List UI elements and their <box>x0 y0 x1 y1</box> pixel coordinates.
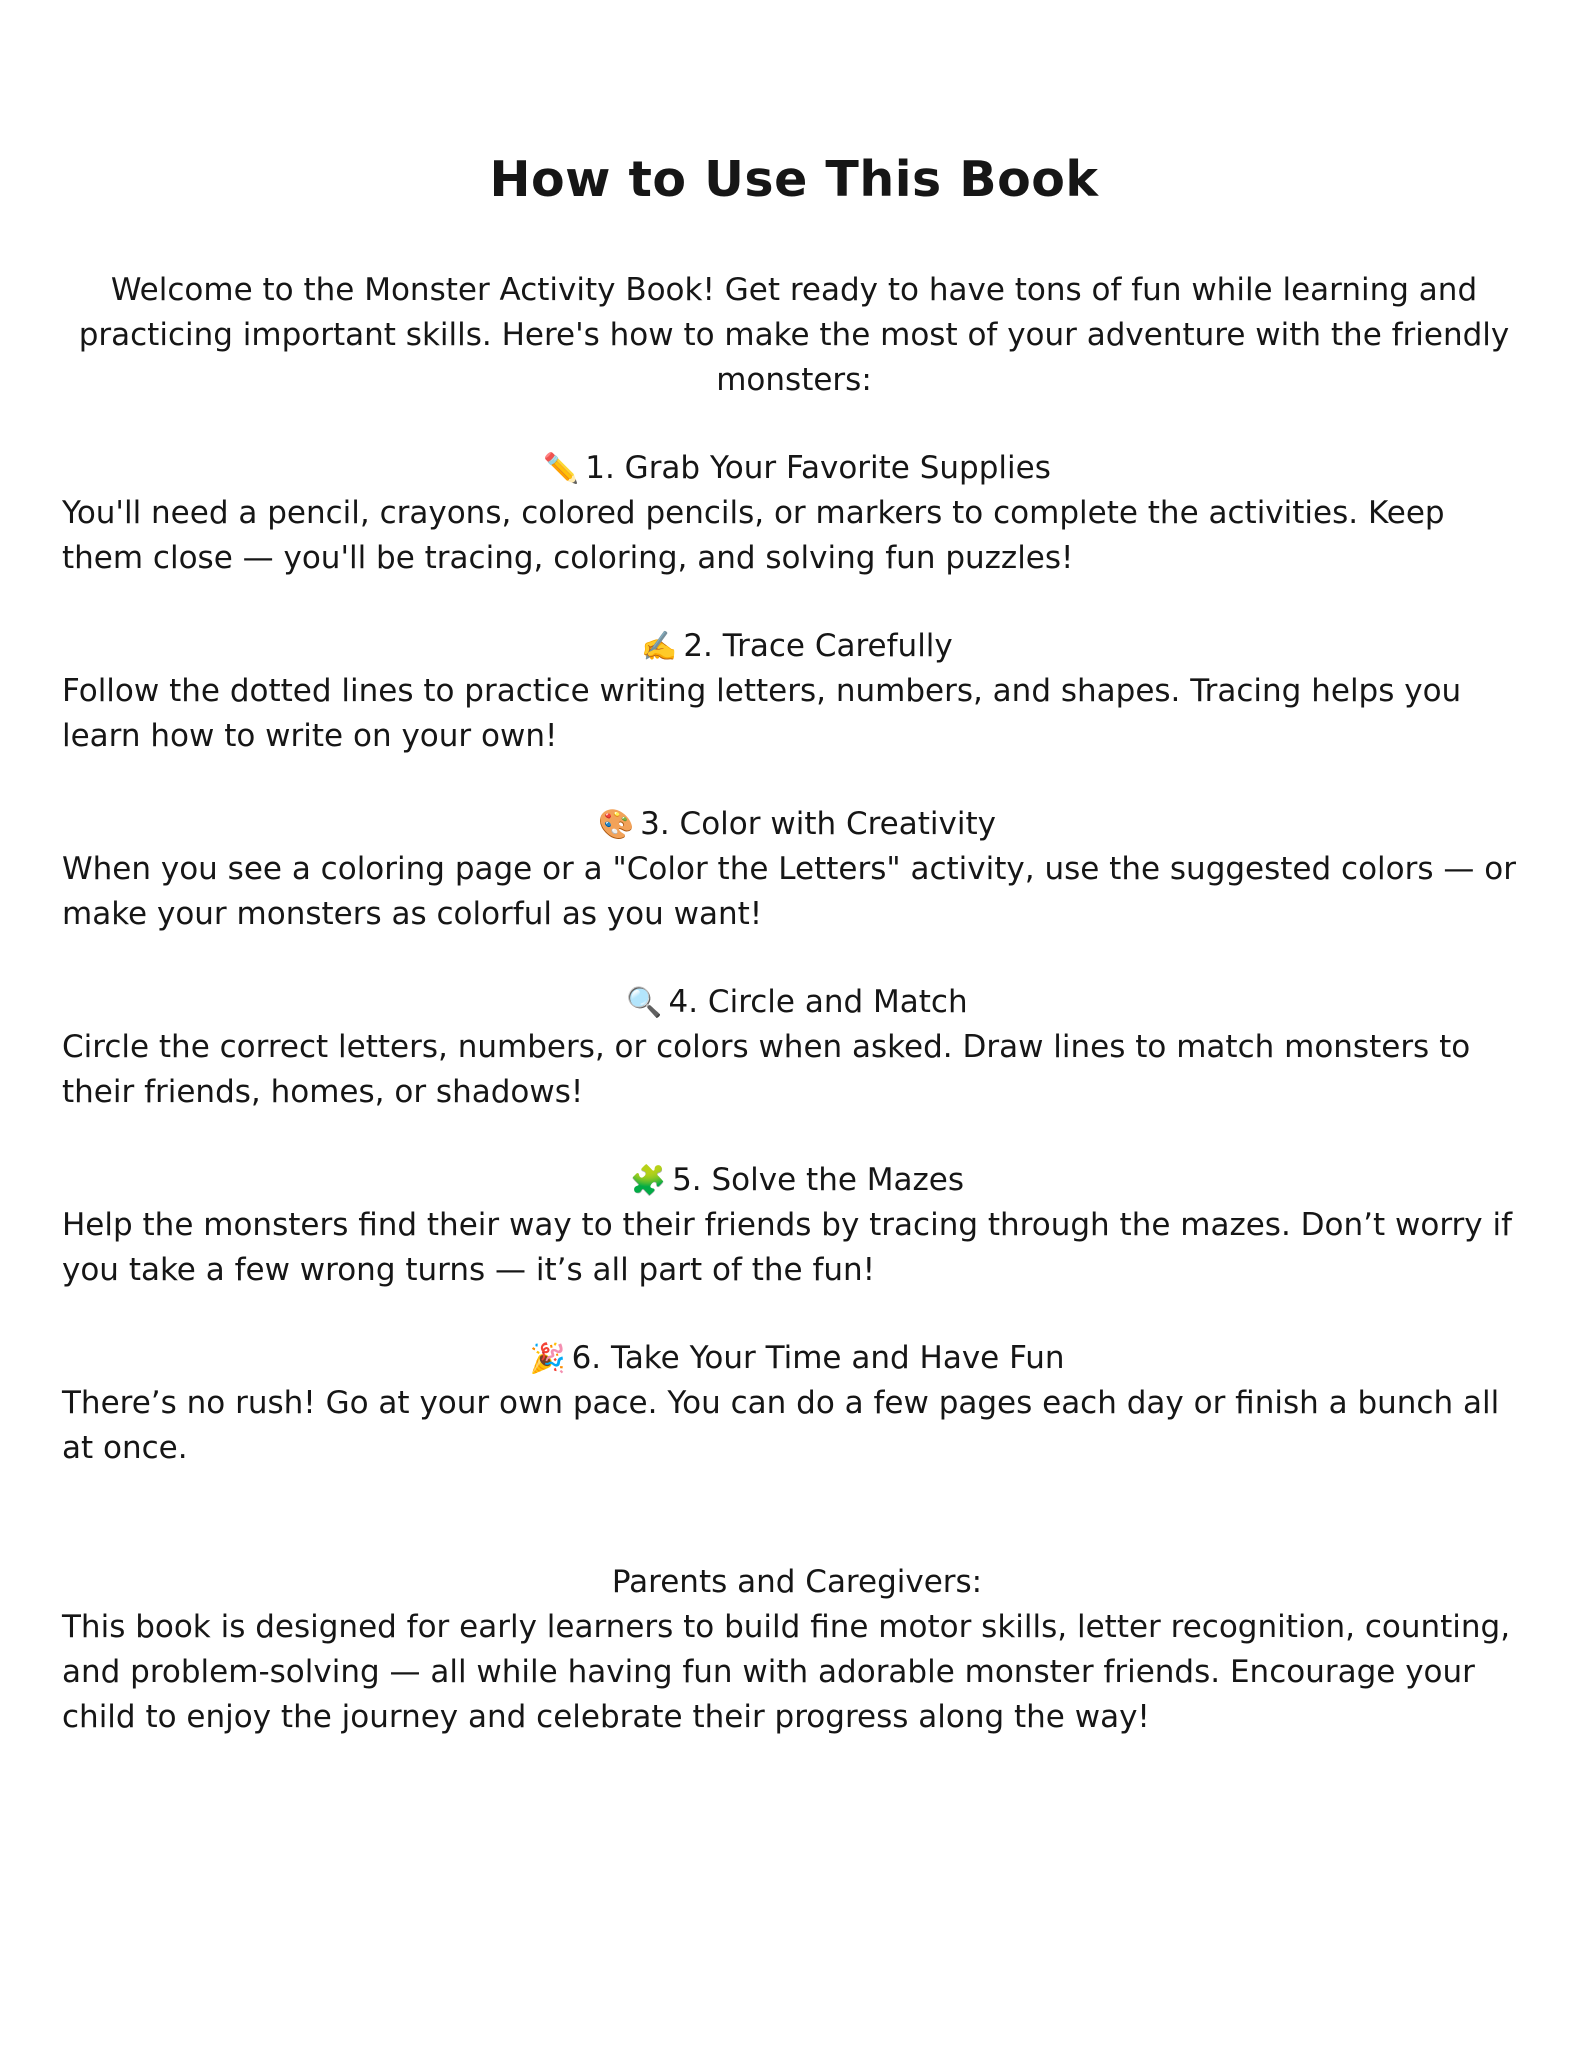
palette-icon: 🎨 <box>598 807 635 841</box>
section-heading-text: 2. Trace Carefully <box>683 628 953 664</box>
section-heading <box>62 980 1532 1025</box>
party-popper-icon: 🎉 <box>529 1341 566 1375</box>
section-supplies <box>62 446 1532 581</box>
intro-paragraph: Welcome to the Monster Activity Book! Get ready to have tons of fun while learning and practicing important skills. Here's how to make the most of your adventure with the friendly monsters: <box>78 272 1510 398</box>
magnifying-glass-icon: 🔍 <box>626 985 663 1019</box>
section-heading-text: 3. Color with Creativity <box>640 806 996 842</box>
section-heading <box>62 624 1532 669</box>
section-color <box>62 802 1532 937</box>
parents-section <box>62 1560 1532 1740</box>
section-body: When you see a coloring page or a "Color the Letters" activity, use the suggested colors — or make your monsters as colorful as you want! <box>62 851 1516 932</box>
section-circle-match <box>62 980 1532 1115</box>
parents-heading: Parents and Caregivers: <box>611 1564 983 1600</box>
section-body: You'll need a pencil, crayons, colored pencils, or markers to complete the activities. Keep them close — you'll be tracing, coloring, and solving fun puzzles! <box>62 495 1445 576</box>
section-heading <box>62 1336 1532 1381</box>
section-mazes <box>62 1158 1532 1293</box>
section-have-fun <box>62 1336 1532 1471</box>
section-heading <box>62 446 1532 491</box>
section-heading-text: 1. Grab Your Favorite Supplies <box>585 450 1051 486</box>
section-heading-text: 5. Solve the Mazes <box>672 1162 965 1198</box>
parents-body: This book is designed for early learners to build fine motor skills, letter recognition, counting, and problem-solving — all while having fun with adorable monster friends. Encourage your child to enjoy the journey and celebrate their progress along the way! <box>62 1609 1511 1735</box>
section-heading <box>62 802 1532 847</box>
section-body: Circle the correct letters, numbers, or colors when asked. Draw lines to match monsters to their friends, homes, or shadows! <box>62 1029 1471 1110</box>
section-body: Help the monsters find their way to their friends by tracing through the mazes. Don’t worry if you take a few wrong turns — it’s all part of the fun! <box>62 1207 1513 1288</box>
puzzle-piece-icon: 🧩 <box>629 1163 667 1197</box>
writing-hand-icon: ✍️ <box>641 629 678 663</box>
section-trace <box>62 624 1532 759</box>
section-body: There’s no rush! Go at your own pace. You can do a few pages each day or finish a bunch all at once. <box>62 1385 1500 1466</box>
pencil-icon: ✏️ <box>543 451 580 485</box>
section-heading-text: 4. Circle and Match <box>668 984 968 1020</box>
page-title: How to Use This Book <box>489 151 1099 208</box>
section-body: Follow the dotted lines to practice writing letters, numbers, and shapes. Tracing helps you learn how to write on your own! <box>62 673 1462 754</box>
section-heading <box>62 1158 1532 1203</box>
section-heading-text: 6. Take Your Time and Have Fun <box>571 1340 1065 1376</box>
